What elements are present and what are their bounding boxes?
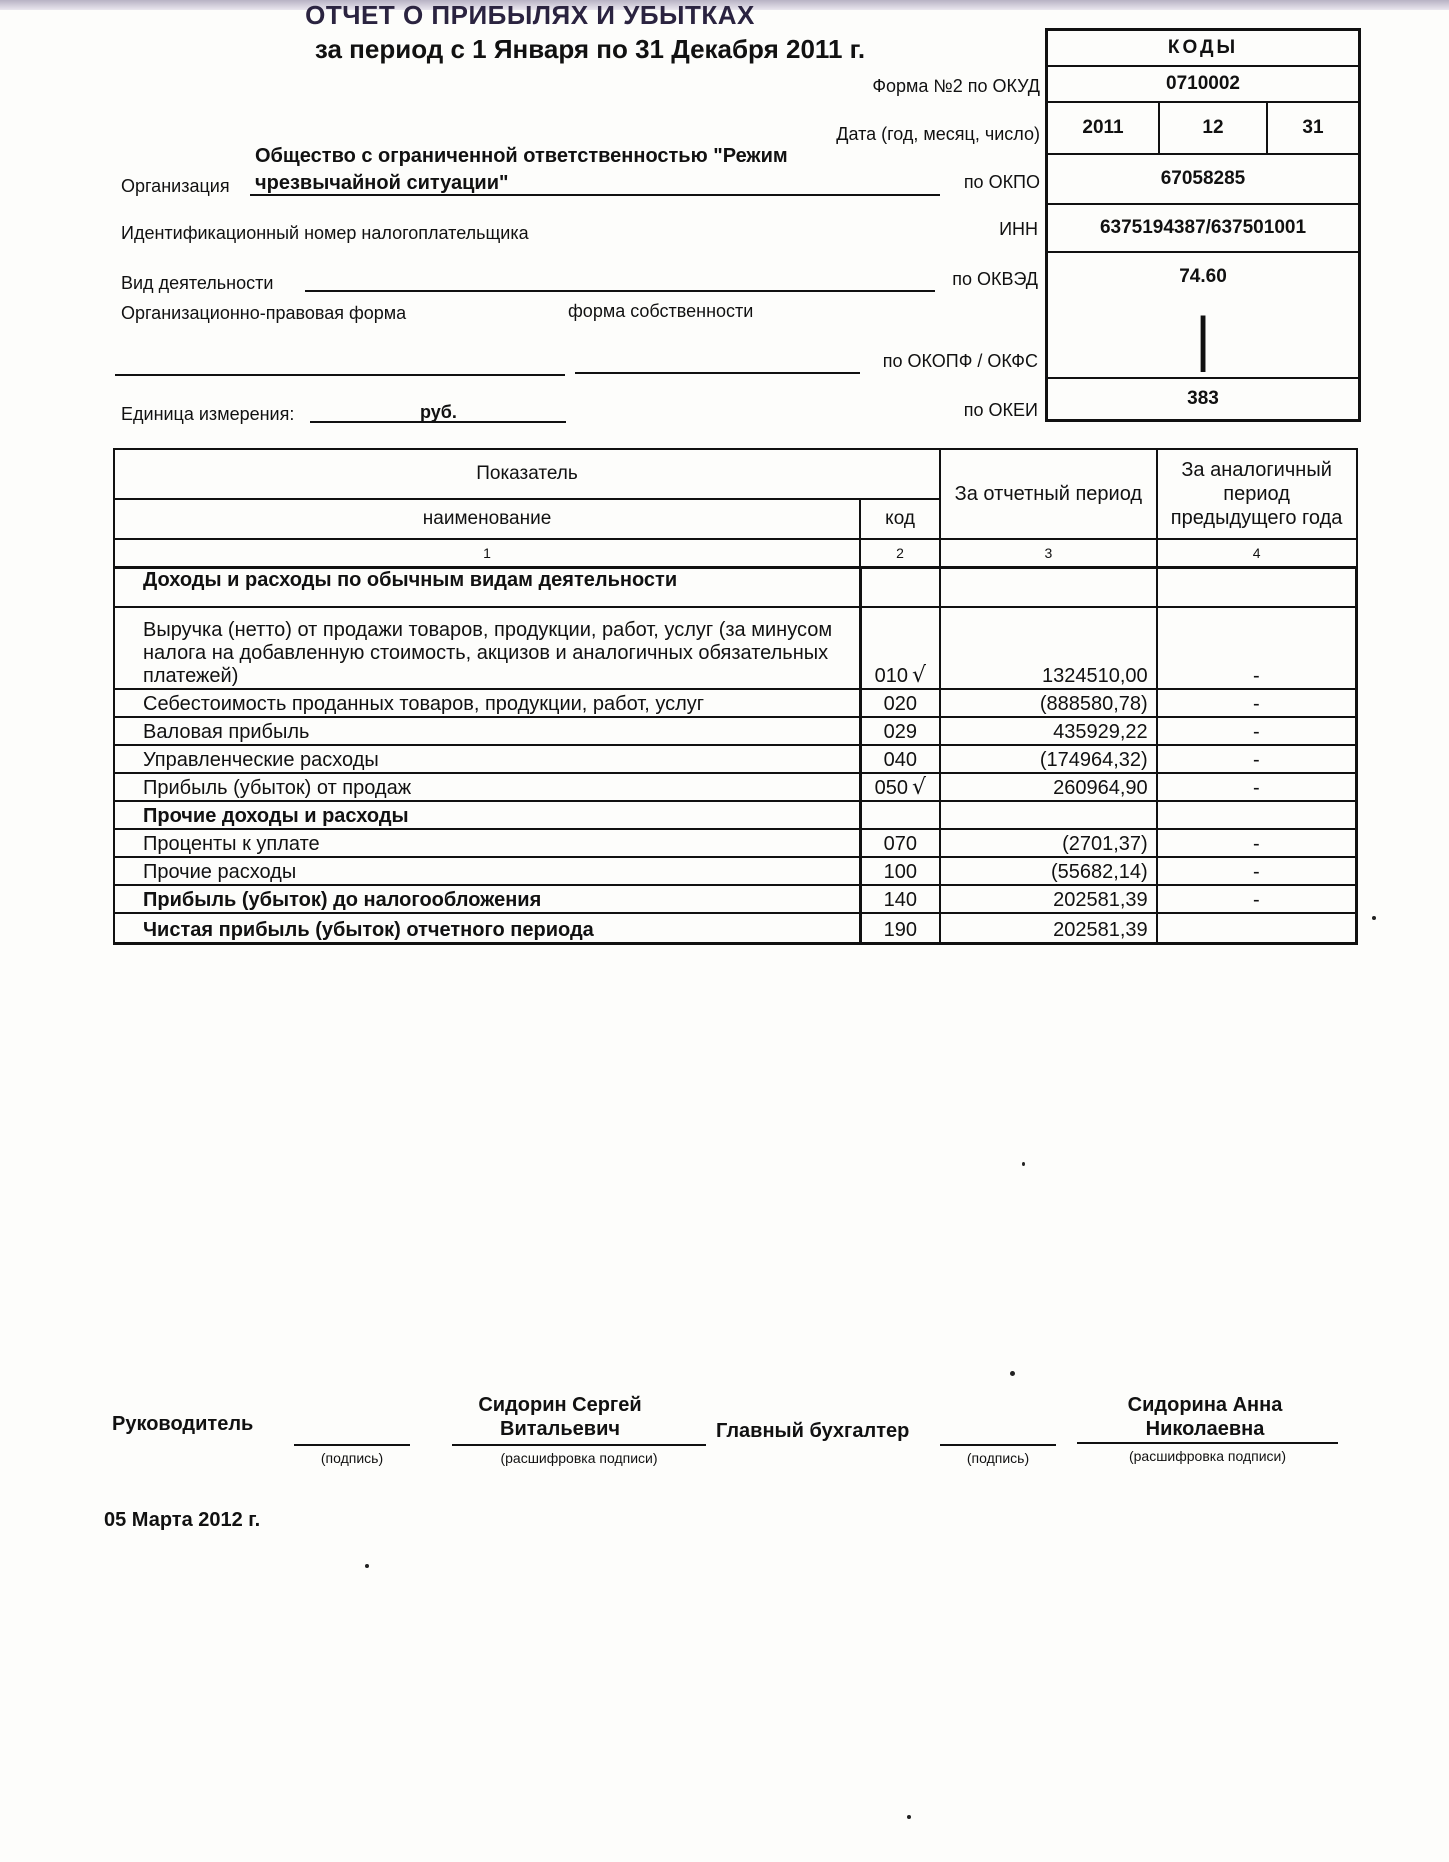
- row-code-value: 029: [883, 721, 917, 743]
- row-current-value: (888580,78): [940, 689, 1157, 717]
- row-code-value: 190: [883, 918, 917, 941]
- head-signature-caption: (подпись): [320, 1450, 384, 1466]
- report-table: [113, 448, 1358, 945]
- label-okopf-okfs: по ОКОПФ / ОКФС: [882, 351, 1038, 371]
- okud-code: 0710002: [1166, 73, 1240, 94]
- column-numbers-row: [114, 539, 1357, 567]
- row-name: Себестоимость проданных товаров, продукции, работ, услуг: [114, 689, 860, 717]
- row-name: Выручка (нетто) от продажи товаров, продукции, работ, услуг (за минусом налога на добавленную стоимость, акцизов и аналогичных обязательных платежей): [114, 607, 860, 689]
- date-day: 31: [1302, 117, 1324, 138]
- table-row: [114, 773, 1357, 801]
- row-code-value: 140: [883, 889, 917, 911]
- row-code: [860, 885, 940, 913]
- row-previous-value: -: [1157, 717, 1357, 745]
- table-row: [114, 689, 1357, 717]
- report-date: 05 Марта 2012 г.: [104, 1509, 261, 1531]
- row-name: Управленческие расходы: [114, 745, 860, 773]
- table-row: [114, 913, 1357, 943]
- okei-code: 383: [1187, 388, 1219, 409]
- row-code: [860, 689, 940, 717]
- unit-value: руб.: [420, 402, 457, 422]
- okved-code: 74.60: [1179, 266, 1227, 287]
- header-code: код: [860, 499, 940, 539]
- row-previous-value: -: [1157, 689, 1357, 717]
- table-row: [114, 567, 1357, 607]
- row-current-value: [940, 801, 1157, 829]
- row-previous-value: [1157, 567, 1357, 607]
- label-legal-form: Организационно-правовая форма: [121, 303, 407, 323]
- report-period: за период с 1 Января по 31 Декабря 2011 г.: [314, 34, 866, 64]
- row-previous-value: -: [1157, 773, 1357, 801]
- activity-underline: [305, 290, 935, 292]
- row-previous-value: -: [1157, 607, 1357, 689]
- row-code-value: 020: [883, 693, 917, 715]
- codes-date-row: [1048, 103, 1358, 155]
- label-okei: по ОКЕИ: [963, 400, 1038, 420]
- table-row: [114, 717, 1357, 745]
- row-name: Прочие доходы и расходы: [114, 801, 860, 829]
- row-code-value: 070: [883, 833, 917, 855]
- inn-code: 6375194387/637501001: [1099, 217, 1307, 238]
- row-code: [860, 829, 940, 857]
- row-current-value: (55682,14): [940, 857, 1157, 885]
- table-row: [114, 745, 1357, 773]
- row-name: Чистая прибыль (убыток) отчетного периода: [114, 913, 860, 943]
- col-num-2: 2: [860, 539, 940, 567]
- header-indicator: Показатель: [114, 449, 940, 499]
- table-row: [114, 857, 1357, 885]
- label-okved: по ОКВЭД: [952, 269, 1038, 289]
- label-form-okud: Форма №2 по ОКУД: [872, 76, 1040, 96]
- label-okpo: по ОКПО: [963, 172, 1040, 192]
- accountant-decode-line: [1077, 1442, 1338, 1444]
- label-taxpayer-id: Идентификационный номер налогоплательщика: [121, 223, 529, 243]
- accountant-label: Главный бухгалтер: [716, 1420, 910, 1442]
- scan-speck: [1022, 1162, 1025, 1166]
- row-code: [860, 567, 940, 607]
- label-activity: Вид деятельности: [121, 273, 274, 293]
- col-num-4: 4: [1157, 539, 1357, 567]
- row-current-value: 435929,22: [940, 717, 1157, 745]
- date-month: 12: [1160, 103, 1268, 153]
- codes-okei-row: [1048, 379, 1358, 419]
- row-name: Валовая прибыль: [114, 717, 860, 745]
- row-code-value: 050: [874, 777, 908, 799]
- handwritten-checkmark-icon: √: [911, 663, 927, 688]
- row-previous-value: -: [1157, 829, 1357, 857]
- head-decode-caption: (расшифровка подписи): [500, 1450, 658, 1466]
- row-current-value: 202581,39: [940, 885, 1157, 913]
- handwritten-checkmark-icon: √: [911, 775, 927, 800]
- accountant-name: Сидорина Анна Николаевна: [1127, 1394, 1283, 1440]
- okopf-okfs-code: |: [1195, 305, 1211, 372]
- row-previous-value: [1157, 801, 1357, 829]
- label-organization: Организация: [121, 176, 230, 196]
- head-signature-line: [294, 1444, 410, 1446]
- row-name: Проценты к уплате: [114, 829, 860, 857]
- row-code-value: 010: [874, 665, 908, 687]
- row-current-value: (2701,37): [940, 829, 1157, 857]
- row-name: Прочие расходы: [114, 857, 860, 885]
- row-current-value: 260964,90: [940, 773, 1157, 801]
- table-row: [114, 801, 1357, 829]
- row-code: [860, 745, 940, 773]
- row-current-value: (174964,32): [940, 745, 1157, 773]
- codes-okopf-row: [1048, 301, 1358, 379]
- report-title: ОТЧЕТ О ПРИБЫЛЯХ И УБЫТКАХ: [305, 0, 755, 30]
- head-label: Руководитель: [112, 1413, 254, 1435]
- table-row: [114, 885, 1357, 913]
- org-name-line1: Общество с ограниченной ответственностью "Режим: [255, 145, 788, 167]
- accountant-signature-line: [940, 1444, 1056, 1446]
- col-num-1: 1: [114, 539, 860, 567]
- unit-underline: [310, 421, 566, 423]
- date-year: 2011: [1048, 103, 1160, 153]
- row-code: [860, 801, 940, 829]
- row-code: [860, 607, 940, 689]
- codes-inn-row: [1048, 205, 1358, 253]
- codes-heading: КОДЫ: [1167, 37, 1239, 58]
- row-code: [860, 773, 940, 801]
- row-previous-value: -: [1157, 857, 1357, 885]
- row-code-value: 100: [883, 861, 917, 883]
- table-row: [114, 607, 1357, 689]
- codes-okud-row: [1048, 67, 1358, 103]
- scan-speck: [365, 1564, 369, 1568]
- label-date: Дата (год, месяц, число): [836, 124, 1040, 144]
- codes-okved-row: [1048, 253, 1358, 301]
- row-name: Прибыль (убыток) до налогообложения: [114, 885, 860, 913]
- row-code: [860, 857, 940, 885]
- accountant-decode-caption: (расшифровка подписи): [1128, 1448, 1287, 1464]
- row-code: [860, 913, 940, 943]
- row-current-value: [940, 567, 1157, 607]
- row-name: Доходы и расходы по обычным видам деятельности: [114, 567, 860, 607]
- scan-speck: [1010, 1371, 1015, 1376]
- okpo-code: 67058285: [1160, 168, 1246, 189]
- head-name: Сидорин Сергей Витальевич: [478, 1394, 642, 1440]
- legal-form-underline: [115, 374, 565, 376]
- ownership-underline: [575, 372, 860, 374]
- codes-box: [1045, 28, 1361, 422]
- row-code: [860, 717, 940, 745]
- header-current-period: За отчетный период: [940, 449, 1157, 539]
- accountant-signature-caption: (подпись): [966, 1450, 1030, 1466]
- label-ownership: форма собственности: [568, 301, 754, 321]
- row-previous-value: [1157, 913, 1357, 943]
- row-name: Прибыль (убыток) от продаж: [114, 773, 860, 801]
- label-inn: ИНН: [999, 219, 1038, 239]
- row-previous-value: -: [1157, 745, 1357, 773]
- header-previous-period: За аналогичный период предыдущего года: [1157, 449, 1357, 539]
- row-code-value: 040: [883, 749, 917, 771]
- row-current-value: 202581,39: [940, 913, 1157, 943]
- header-name: наименование: [114, 499, 860, 539]
- head-decode-line: [452, 1444, 706, 1446]
- label-unit: Единица измерения:: [121, 404, 295, 424]
- row-previous-value: -: [1157, 885, 1357, 913]
- codes-heading-row: [1048, 31, 1358, 67]
- row-current-value: 1324510,00: [940, 607, 1157, 689]
- report-rows: [114, 567, 1357, 943]
- table-row: [114, 829, 1357, 857]
- org-name-line2: чрезвычайной ситуации": [255, 172, 509, 194]
- scan-speck: [907, 1815, 911, 1819]
- header-row-1: [114, 449, 1357, 499]
- scan-speck: [1372, 916, 1376, 920]
- col-num-3: 3: [940, 539, 1157, 567]
- org-underline: [250, 194, 940, 196]
- codes-okpo-row: [1048, 155, 1358, 205]
